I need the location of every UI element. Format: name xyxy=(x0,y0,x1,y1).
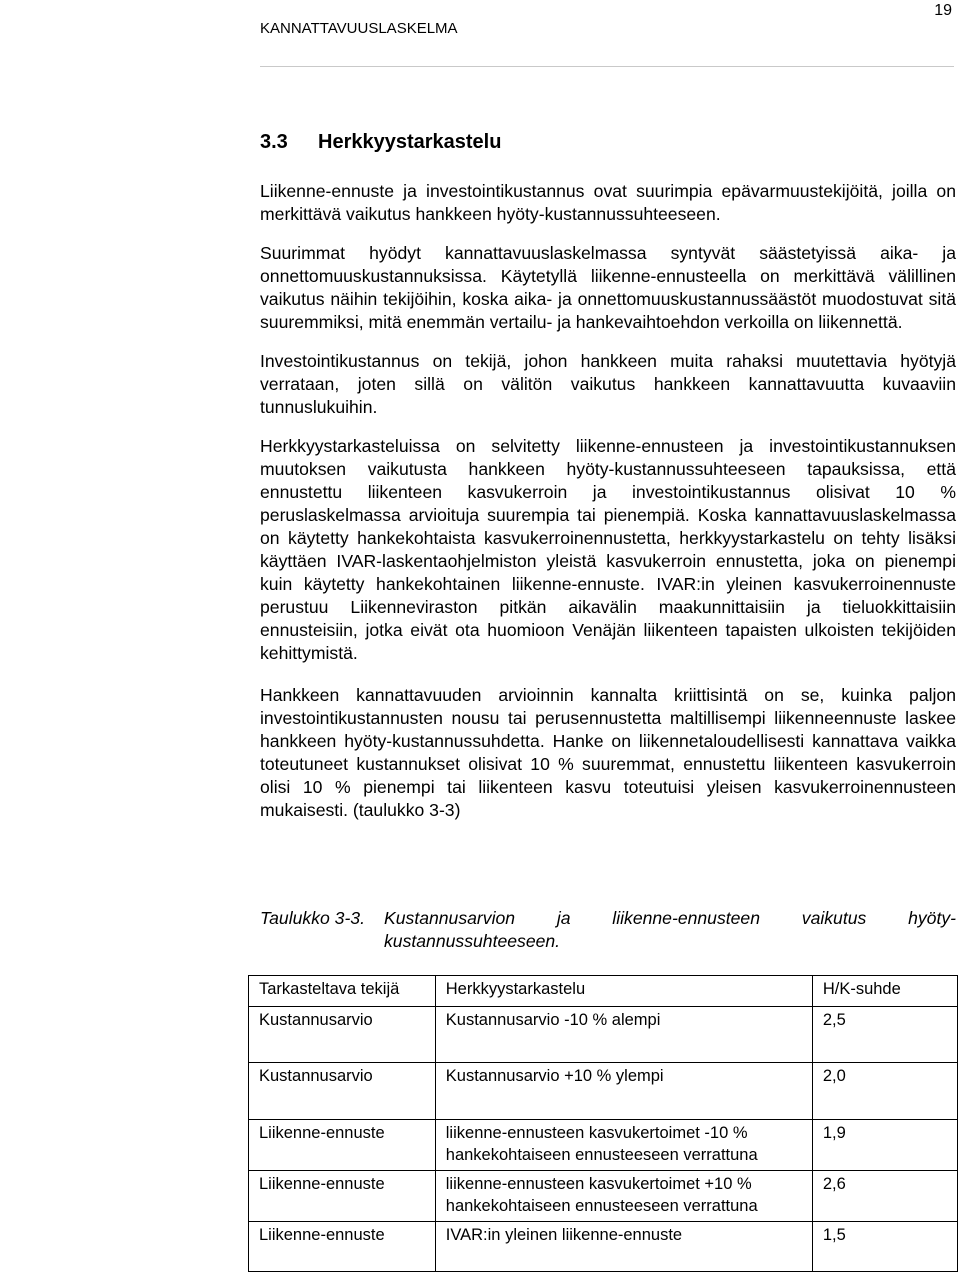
header-cell-factor: Tarkasteltava tekijä xyxy=(249,976,436,1007)
table-row xyxy=(249,1063,958,1120)
cell-ratio: 2,5 xyxy=(812,1007,957,1063)
cell-ratio: 1,5 xyxy=(812,1222,957,1272)
table-header-row xyxy=(249,976,958,1007)
cell-analysis-line: IVAR:in yleinen liikenne-ennuste xyxy=(445,1226,683,1244)
cell-analysis-line: liikenne-ennusteen kasvukertoimet +10 % xyxy=(445,1175,752,1193)
cell-factor: Liikenne-ennuste xyxy=(249,1120,436,1171)
paragraph: Hankkeen kannattavuuden arvioinnin kannalta kriittisintä on se, kuinka paljon investointikustannusten nousu tai perusennustetta maltillisempi liikenneennuste laskee hankkeen hyöty-kustannussuhdetta. Hanke on liikennetaloudellisesti kannattava vaikka toteutuneet kustannukset olisivat 10 % suuremmat, ennustettu liikenteen kasvukerroin olisi 10 % pienempi tai liikenteen kasvu toteutuisi yleisen kasvukerroinennusteen mukaisesti. (taulukko 3-3) xyxy=(260,685,956,820)
table-row xyxy=(249,1007,958,1063)
header-divider xyxy=(260,66,954,67)
cell-ratio: 2,0 xyxy=(812,1063,957,1120)
cell-factor: Kustannusarvio xyxy=(249,1007,436,1063)
caption-line-2: kustannussuhteeseen. xyxy=(384,931,561,951)
cell-analysis-line: liikenne-ennusteen kasvukertoimet -10 % xyxy=(445,1124,748,1142)
cell-analysis-line-2: hankekohtaiseen ennusteeseen verrattuna xyxy=(445,1146,758,1164)
paragraph: Liikenne-ennuste ja investointikustannus ovat suurimpia epävarmuustekijöitä, joilla on merkittävä vaikutus hankkeen hyöty-kustannussuhteeseen. xyxy=(260,181,956,224)
cell-analysis xyxy=(435,1007,812,1063)
caption-line-1: Kustannusarvion ja liikenne-ennusteen vaikutus hyöty- xyxy=(384,908,956,928)
header-cell-ratio: H/K-suhde xyxy=(812,976,957,1007)
cell-factor: Liikenne-ennuste xyxy=(249,1171,436,1222)
caption-label: Taulukko 3-3. xyxy=(260,908,365,928)
cell-analysis-line: Kustannusarvio -10 % alempi xyxy=(445,1011,661,1029)
caption-text xyxy=(384,907,956,953)
cell-factor: Kustannusarvio xyxy=(249,1063,436,1120)
table-caption xyxy=(260,907,956,953)
cell-analysis-line: Kustannusarvio +10 % ylempi xyxy=(445,1067,664,1085)
cell-analysis xyxy=(435,1171,812,1222)
table-row xyxy=(249,1120,958,1171)
page-number: 19 xyxy=(934,2,952,19)
body-text xyxy=(260,180,956,838)
running-header-title: KANNATTAVUUSLASKELMA xyxy=(260,20,458,37)
sensitivity-table xyxy=(248,975,958,1272)
cell-factor: Liikenne-ennuste xyxy=(249,1222,436,1272)
paragraph: Suurimmat hyödyt kannattavuuslaskelmassa syntyvät säästetyissä aika- ja onnettomuuskustannuksissa. Käytetyllä liikenne-ennusteella on merkittävä välillinen vaikutus näihin tekijöihin, koska aika- ja onnettomuuskustannussäästöt muodostuvat sitä suuremmiksi, mitä enemmän vertailu- ja hankevaihtoehdon verkoilla on liikennettä. xyxy=(260,243,956,332)
section-number: 3.3 xyxy=(260,131,288,153)
cell-analysis xyxy=(435,1063,812,1120)
table-row xyxy=(249,1171,958,1222)
paragraph: Investointikustannus on tekijä, johon hankkeen muita rahaksi muutettavia hyötyjä verrataan, joten sillä on välitön vaikutus hankkeen kannattavuutta kuvaaviin tunnuslukuihin. xyxy=(260,351,956,417)
cell-analysis-line-2: hankekohtaiseen ennusteeseen verrattuna xyxy=(445,1197,758,1215)
cell-analysis xyxy=(435,1120,812,1171)
section-heading xyxy=(260,131,501,154)
table-row xyxy=(249,1222,958,1272)
cell-analysis xyxy=(435,1222,812,1272)
cell-ratio: 2,6 xyxy=(812,1171,957,1222)
header-cell-analysis: Herkkyystarkastelu xyxy=(435,976,812,1007)
section-title: Herkkyystarkastelu xyxy=(318,131,502,153)
paragraph: Herkkyystarkasteluissa on selvitetty liikenne-ennusteen ja investointikustannuksen muutoksen vaikutusta hankkeen hyöty-kustannussuhteeseen tapauksissa, että ennustettu liikenteen kasvukerroin ja investointikustannus olisivat 10 % peruslaskelmassa arvioituja suurempia tai pienempiä. Koska kannattavuuslaskelmassa on käytetty hankekohtaista kasvukerroinennustetta, herkkyystarkastelu on tehty lisäksi käyttäen IVAR-laskentaohjelmiston yleistä kasvukerroin ennustetta, joka on pienempi kuin käytetty hankekohtainen liikenne-ennuste. IVAR:in yleinen kasvukerroinennuste perustuu Liikenneviraston pitkän aikavälin maakunnittaisiin ja tieluokkittaisiin ennusteisiin, jotka eivät ota huomioon Venäjän liikenteen tapaisten ulkoisten tekijöiden kehittymistä. xyxy=(260,436,956,663)
cell-ratio: 1,9 xyxy=(812,1120,957,1171)
